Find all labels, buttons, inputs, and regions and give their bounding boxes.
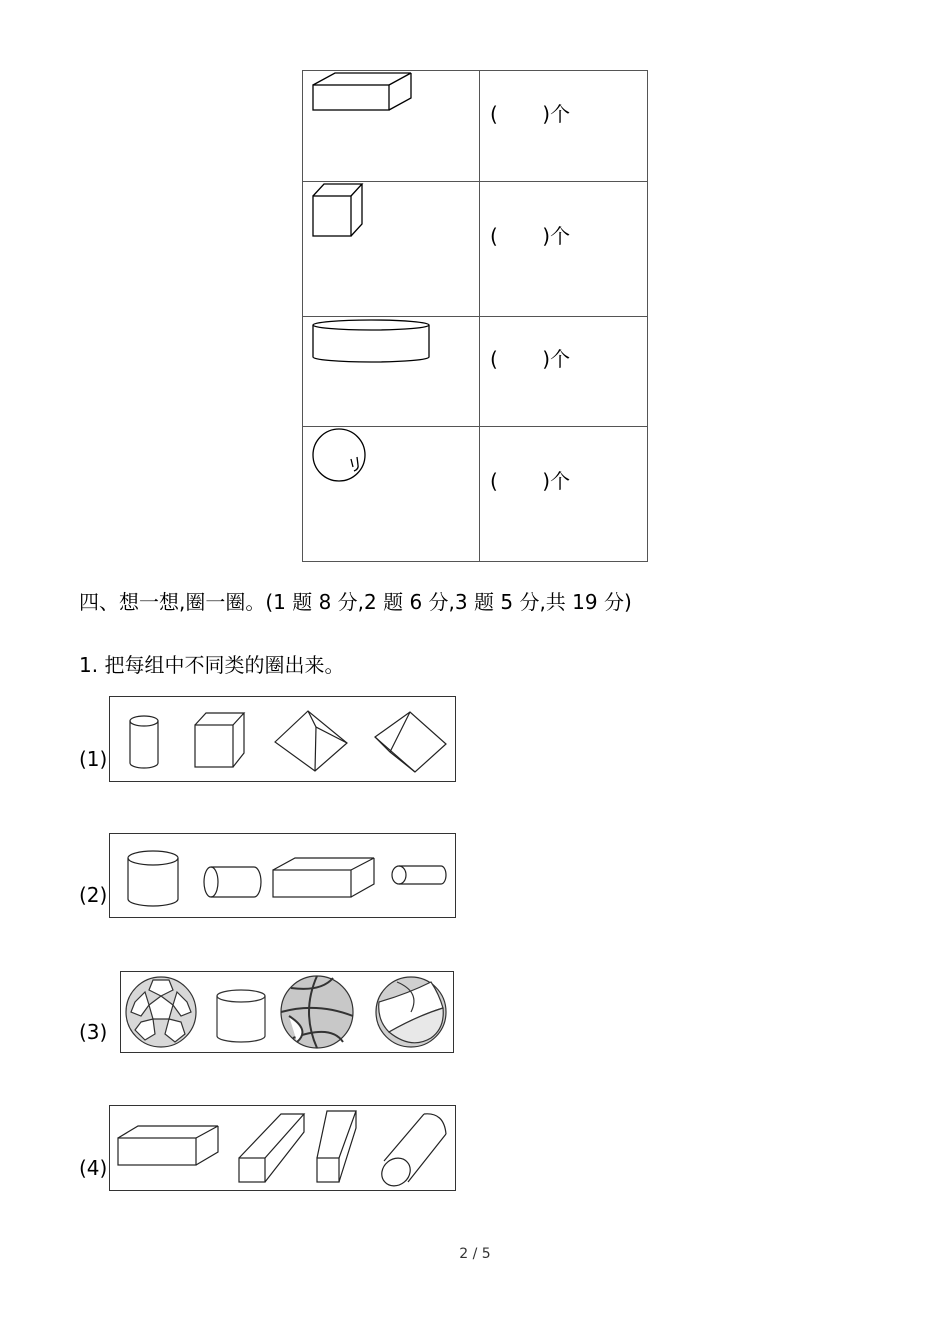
cylinder-icon[interactable] (128, 851, 178, 906)
cuboid-icon[interactable] (239, 1114, 304, 1182)
count-blank[interactable]: ( )个 (490, 469, 571, 493)
group-label: (4) (79, 1156, 108, 1180)
cylinder-icon[interactable] (204, 867, 261, 897)
shape-cell (303, 427, 480, 562)
cube-icon[interactable] (275, 711, 347, 771)
count-blank[interactable]: ( )个 (490, 102, 571, 126)
shape-cell (303, 182, 480, 317)
cylinder-icon[interactable] (392, 866, 446, 884)
cuboid-icon[interactable] (118, 1126, 218, 1165)
shape-cell (303, 71, 480, 182)
group-4-box (109, 1105, 456, 1191)
group-3-box (120, 971, 454, 1053)
volleyball-icon[interactable] (376, 977, 446, 1047)
cylinder-icon[interactable] (217, 990, 265, 1042)
shape-cell (303, 317, 480, 427)
basketball-icon[interactable] (281, 976, 353, 1048)
section-heading: 四、想一想,圈一圈。(1 题 8 分,2 题 6 分,3 题 5 分,共 19 分) (79, 590, 632, 614)
cylinder-icon[interactable] (376, 1114, 446, 1190)
page-number: 2 / 5 (459, 1246, 491, 1262)
cube-icon[interactable] (375, 712, 446, 772)
cube-icon (309, 182, 389, 252)
count-blank[interactable]: ( )个 (490, 224, 571, 248)
soccer-ball-icon[interactable] (126, 977, 196, 1047)
cylinder-icon (309, 317, 449, 377)
count-blank-cell (480, 317, 648, 427)
sphere-icon (309, 427, 379, 497)
group-1-box (109, 696, 456, 782)
cylinder-icon[interactable] (130, 716, 158, 768)
count-blank[interactable]: ( )个 (490, 347, 571, 371)
group-label: (1) (79, 747, 108, 771)
cuboid-icon[interactable] (273, 858, 374, 897)
group-label: (2) (79, 883, 108, 907)
cuboid-icon[interactable] (317, 1111, 356, 1182)
shape-count-table (302, 70, 648, 562)
cube-icon[interactable] (195, 713, 244, 767)
cuboid-icon (309, 71, 429, 131)
count-blank-cell (480, 71, 648, 182)
count-blank-cell (480, 182, 648, 317)
count-blank-cell (480, 427, 648, 562)
question-text: 1. 把每组中不同类的圈出来。 (79, 653, 345, 677)
group-2-box (109, 833, 456, 918)
group-label: (3) (79, 1020, 108, 1044)
